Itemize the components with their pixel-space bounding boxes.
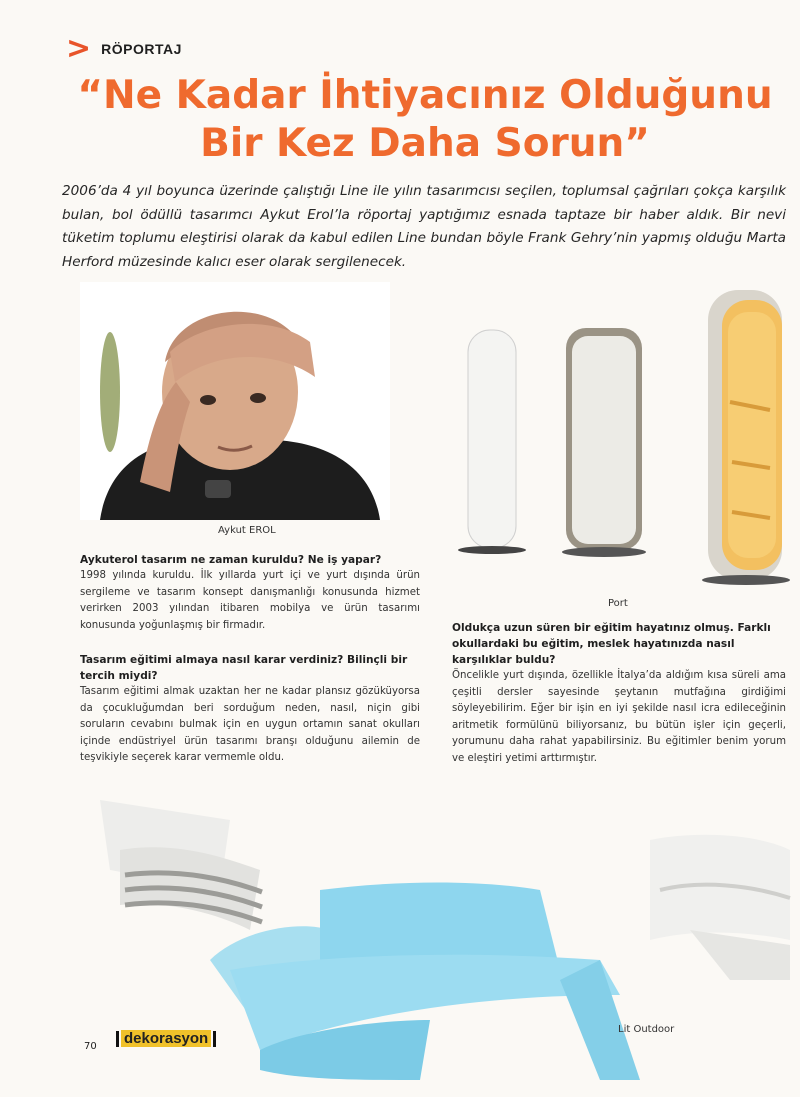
page-number: 70: [84, 1041, 97, 1052]
section-header: [66, 31, 182, 66]
portrait-illustration: [80, 282, 390, 520]
port-product-photo: [440, 282, 790, 592]
portrait-photo: [80, 282, 390, 520]
answer-2: Tasarım eğitimi almak uzaktan her ne kadar plansız gözüküyorsa da çocukluğumdan beri sorduğum neden, nasıl, niçin gibi soruların cevabını bulmak için en uygun ortamın sanat okulları içinde endüstriyel ürün tasarımı branşı olduğunu ailemin de teşvikiyle seçerek karar vermemle oldu.: [80, 686, 420, 763]
logo-bar-right: [213, 1031, 216, 1047]
answer-3: Öncelikle yurt dışında, özellikle İtalya’da aldığım kısa süreli ama çeşitli dersler sayesinde şeytanın mutfağına girdiğimi söyleyebilirim. Eğer bir işin en iyi şekilde nasıl icra edileceğinin aritmetik formülünü biliyorsanız, bu bütün işler için geçerli, yorumunu daha rahat yapabilirsiniz. Bu eğitimler benim yorum ve eleştiri yetimi arttırmıştır.: [452, 670, 786, 764]
title-line-2: Bir Kez Daha Sorun”: [200, 121, 650, 166]
answer-1: 1998 yılında kuruldu. İlk yıllarda yurt içi ve yurt dışında ürün sergileme ve tasarım konsept danışmanlığı konusunda hizmet verirken 2003 yılından itibaren mobilya ve ürün tasarımı konusunda yoğunlaşmış bir firmadır.: [80, 570, 420, 631]
left-column: [80, 552, 420, 767]
section-label: RÖPORTAJ: [101, 41, 182, 57]
article-title: [60, 72, 790, 168]
port-illustration: [440, 282, 790, 592]
chevron-right-icon: >: [66, 31, 92, 66]
question-3: Oldukça uzun süren bir eğitim hayatınız olmuş. Farklı okullardaki bu eğitim, meslek hayatınızda nasıl karşılıklar buldu?: [452, 622, 771, 666]
question-2: Tasarım eğitimi almaya nasıl karar verdiniz? Bilinçli bir tercih miydi?: [80, 654, 408, 682]
magazine-logo: [116, 1030, 216, 1047]
photo-caption: Aykut EROL: [218, 525, 276, 536]
magazine-name: dekorasyon: [121, 1030, 211, 1047]
lit-outdoor-caption: Lit Outdoor: [618, 1024, 675, 1035]
title-line-1: “Ne Kadar İhtiyacınız Olduğunu: [77, 73, 773, 118]
logo-bar-left: [116, 1031, 119, 1047]
lit-outdoor-illustration: [0, 780, 800, 1097]
port-caption: Port: [608, 598, 628, 609]
intro-paragraph: 2006’da 4 yıl boyunca üzerinde çalıştığı Line ile yılın tasarımcısı seçilen, toplumsal çağrıları çokça karşılık bulan, bol ödüllü tasarımcı Aykut Erol’la röportaj yaptığımız esnada taptaze bir haber aldık. Bir nevi tüketim toplumu eleştirisi olarak da kabul edilen Line bundan böyle Frank Gehry’nin yapmış olduğu Marta Herford müzesinde kalıcı eser olarak sergilenecek.: [62, 183, 786, 270]
lit-outdoor-photo: [0, 780, 800, 1097]
right-column: [452, 620, 786, 767]
question-1: Aykuterol tasarım ne zaman kuruldu? Ne iş yapar?: [80, 554, 382, 566]
